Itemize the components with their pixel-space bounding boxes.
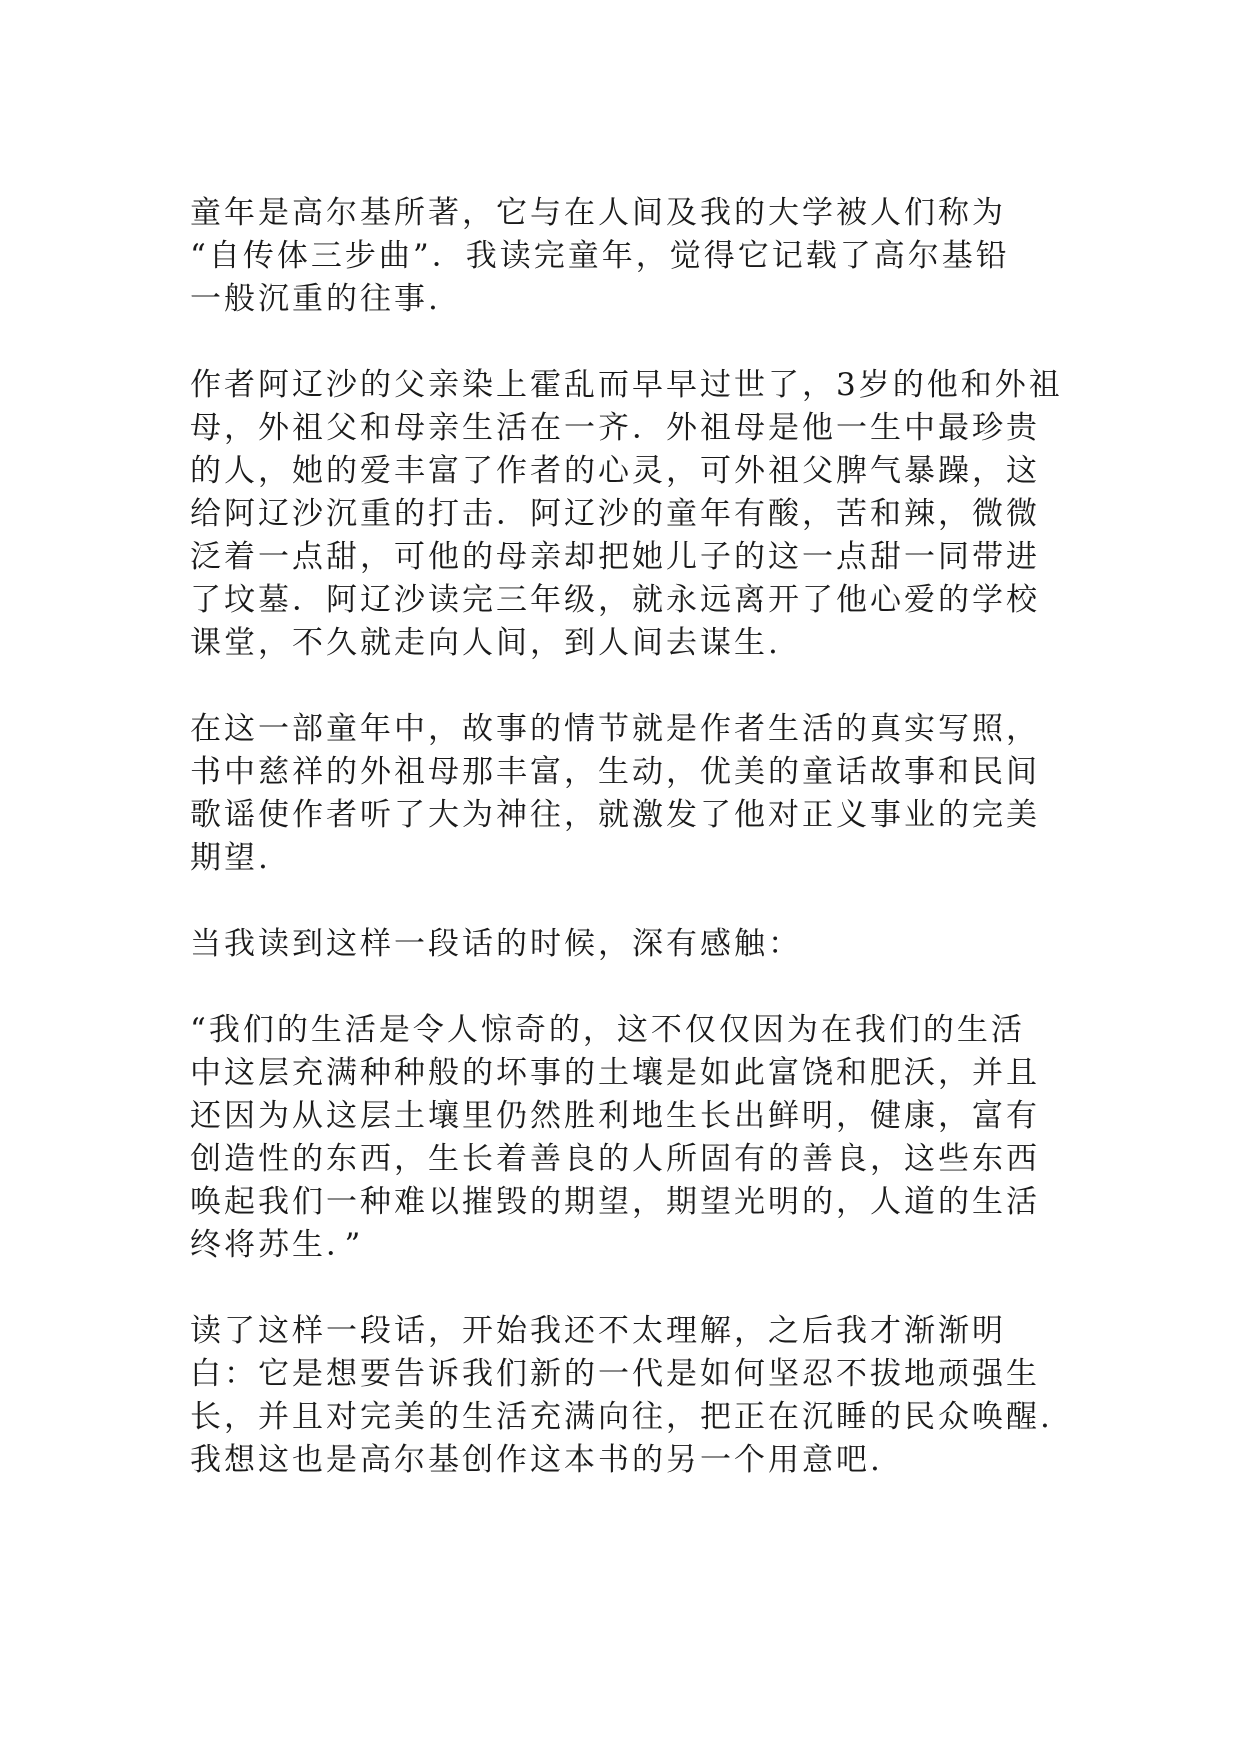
text-line: “自传体三步曲”．我读完童年，觉得它记载了高尔基铅 bbox=[190, 238, 1010, 274]
text-line: 课堂，不久就走向人间，到人间去谋生. bbox=[190, 625, 781, 661]
text-line: 我想这也是高尔基创作这本书的另一个用意吧. bbox=[190, 1442, 883, 1478]
text-line: 读了这样一段话，开始我还不太理解，之后我才渐渐明 bbox=[190, 1313, 1006, 1349]
text-line: 终将苏生．” bbox=[190, 1227, 364, 1263]
text-line: 创造性的东西，生长着善良的人所固有的善良，这些东西 bbox=[190, 1141, 1040, 1177]
text-line: 还因为从这层土壤里仍然胜利地生长出鲜明，健康，富有 bbox=[190, 1098, 1040, 1134]
text-line: 泛着一点甜，可他的母亲却把她儿子的这一点甜一同带进 bbox=[190, 539, 1040, 575]
text-line: 给阿辽沙沉重的打击．阿辽沙的童年有酸，苦和辣，微微 bbox=[190, 496, 1040, 532]
text-line: 期望. bbox=[190, 840, 271, 876]
text-line: 母，外祖父和母亲生活在一齐．外祖母是他一生中最珍贵 bbox=[190, 410, 1040, 446]
paragraph-2 bbox=[190, 364, 1070, 665]
text-line: 长，并且对完美的生活充满向往，把正在沉睡的民众唤醒. bbox=[190, 1399, 1053, 1435]
document-body bbox=[190, 192, 1070, 1525]
text-line: 白：它是想要告诉我们新的一代是如何坚忍不拔地顽强生 bbox=[190, 1356, 1040, 1392]
paragraph-6 bbox=[190, 1310, 1070, 1482]
text-line: 当我读到这样一段话的时候，深有感触： bbox=[190, 926, 802, 962]
text-line: 了坟墓．阿辽沙读完三年级，就永远离开了他心爱的学校 bbox=[190, 582, 1040, 618]
text-line: 一般沉重的往事. bbox=[190, 281, 441, 317]
paragraph-3 bbox=[190, 708, 1070, 880]
paragraph-quote bbox=[190, 1009, 1070, 1267]
text-line: 歌谣使作者听了大为神往，就激发了他对正义事业的完美 bbox=[190, 797, 1040, 833]
text-line: 童年是高尔基所著，它与在人间及我的大学被人们称为 bbox=[190, 195, 1006, 231]
text-line: 中这层充满种种般的坏事的土壤是如此富饶和肥沃，并且 bbox=[190, 1055, 1040, 1091]
text-line: 的人，她的爱丰富了作者的心灵，可外祖父脾气暴躁，这 bbox=[190, 453, 1040, 489]
text-line: 唤起我们一种难以摧毁的期望，期望光明的，人道的生活 bbox=[190, 1184, 1040, 1220]
text-line: “我们的生活是令人惊奇的，这不仅仅因为在我们的生活 bbox=[190, 1012, 1025, 1048]
paragraph-1 bbox=[190, 192, 1070, 321]
text-line: 书中慈祥的外祖母那丰富，生动，优美的童话故事和民间 bbox=[190, 754, 1040, 790]
paragraph-4 bbox=[190, 923, 1070, 966]
text-line: 在这一部童年中，故事的情节就是作者生活的真实写照， bbox=[190, 711, 1040, 747]
text-line: 作者阿辽沙的父亲染上霍乱而早早过世了，3岁的他和外祖 bbox=[190, 367, 1063, 403]
